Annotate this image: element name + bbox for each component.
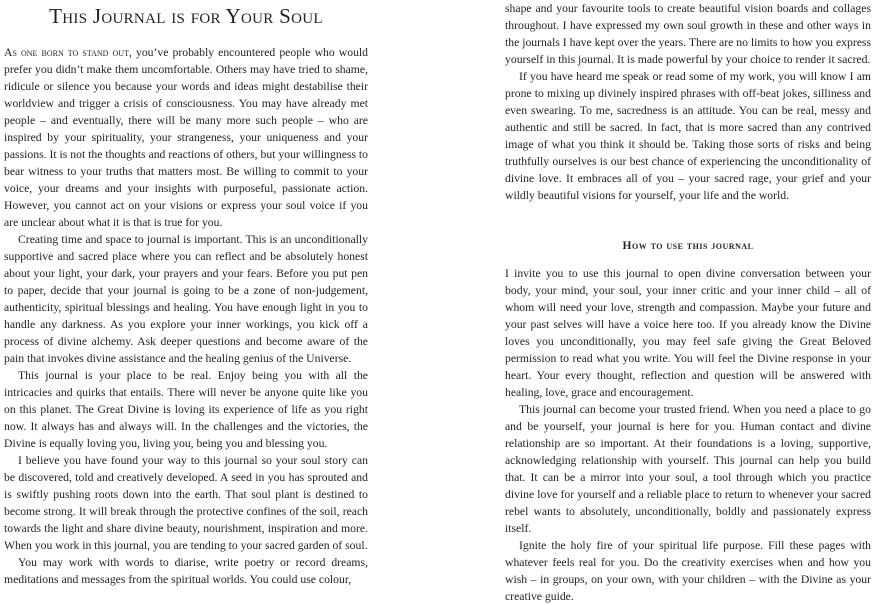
continued-paragraph: shape and your favourite tools to create beautiful vision boards and collages throughout. I have expressed my own soul growth in these and other ways in the journals I have kept over the years. There are no limits to how you express yourself in this journal. It is made powerful by your choice to render it sacred. <box>505 2 871 66</box>
opening-paragraph <box>4 44 368 231</box>
body-paragraph: You may work with words to diarise, write poetry or record dreams, meditations and messages from the spiritual worlds. You could use colour, <box>4 556 368 586</box>
body-paragraph: I believe you have found your way to this journal so your soul story can be discovered, told and creatively developed. A seed in you has sprouted and is swiftly pushing roots down into the earth. That soul plant is destined to become strong. It will break through the protective confines of the soil, reach towards the light and share divine beauty, nourishment, inspiration and more. When you work in this journal, you are tending to your sacred garden of soul. <box>4 454 368 552</box>
chapter-title: This Journal is for Your Soul <box>49 4 323 28</box>
body-paragraph: This journal is your place to be real. Enjoy being you with all the intricacies and quirks that entails. There will never be anyone quite like you on this planet. The Great Divine is loving its experience of life as you right now. It always has and always will. In the challenges and the victories, the Divine is equally loving you, living you, being you and blessing you. <box>4 369 368 450</box>
section-heading: How to use this journal <box>622 240 754 252</box>
opening-text: you’ve probably encountered people who would prefer you didn’t make them uncomfortable. Others may have tried to shame, ridicule or silence you because your words and ideas might destabilise their worldview and trigger a crisis of consciousness. You may have already met people – and eventually, there will be many more such people – who are inspired by your spirituality, your strangeness, your uniqueness and your passions. It is not the thoughts and reactions of others, but your willingness to bear witness to your truths that matters most. Be willing to commit to your voice, your dreams and your insights with purposeful, passionate action. However, you cannot act on your visions or express your soul voice if you are unclear about what it is that is true for you. <box>4 46 369 229</box>
body-paragraph: If you have heard me speak or read some of my work, you will know I am prone to mixing up divinely inspired phrases with off-beat jokes, silliness and even swearing. To me, sacredness is an attitude. You can be real, messy and authentic and still be sacred. In fact, that is more sacred than any contrived image of what you think it should be. Taking those sorts of risks and being truthfully ourselves is our best chance of experiencing the unconditionality of divine love. It embraces all of you – your sacred rage, your grief and your wildly beautiful visions for yourself, your life and the world. <box>505 70 871 202</box>
body-paragraph: Creating time and space to journal is important. This is an unconditionally supportive and sacred place where you can reflect and be absolutely honest about your light, your dark, your prayers and your fears. Before you put pen to paper, decide that your journal is going to be a zone of non-judgement, authenticity, spiritual blessings and healing. You have enough light in you to handle any darkness. As you explore your inner workings, you kick off a process of divine alchemy. Ask deeper questions and become aware of the pain that invokes divine assistance and the healing genius of the Universe. <box>4 233 368 365</box>
opening-lead-in: As one born to stand out, <box>4 46 132 59</box>
left-page <box>4 0 369 586</box>
body-paragraph: This journal can become your trusted friend. When you need a place to go and be yourself, your journal is here for you. Human contact and divine relationship are so important. At their foundations is a loving, supportive, acknowledging relationship with yourself. This journal can help you build that. It can be a mirror into your soul, a tool through which you practice divine love for yourself and a reliable place to return to whenever your sacred rebel wants to absolutely, unconditionally, boldly and passionately express itself. <box>505 403 871 535</box>
section-first-paragraph: I invite you to use this journal to open divine conversation between your body, your mind, your soul, your inner critic and your inner child – all of whom will need your love, strength and compassion. Maybe your future and your past selves will have a voice here too. If you already know the Divine loves you unconditionally, you may feel safe giving the Great Beloved permission to read what you write. You will feel the Divine response in your heart. Your every thought, reflection and question will be answered with healing, love, grace and encouragement. <box>505 267 871 399</box>
right-page <box>505 0 871 603</box>
body-paragraph: Ignite the holy fire of your spiritual life purpose. Fill these pages with whatever feels real for you. Do the creativity exercises when and how you wish – in groups, on your own, with your children – with the Divine as your creative guide. <box>505 539 871 603</box>
